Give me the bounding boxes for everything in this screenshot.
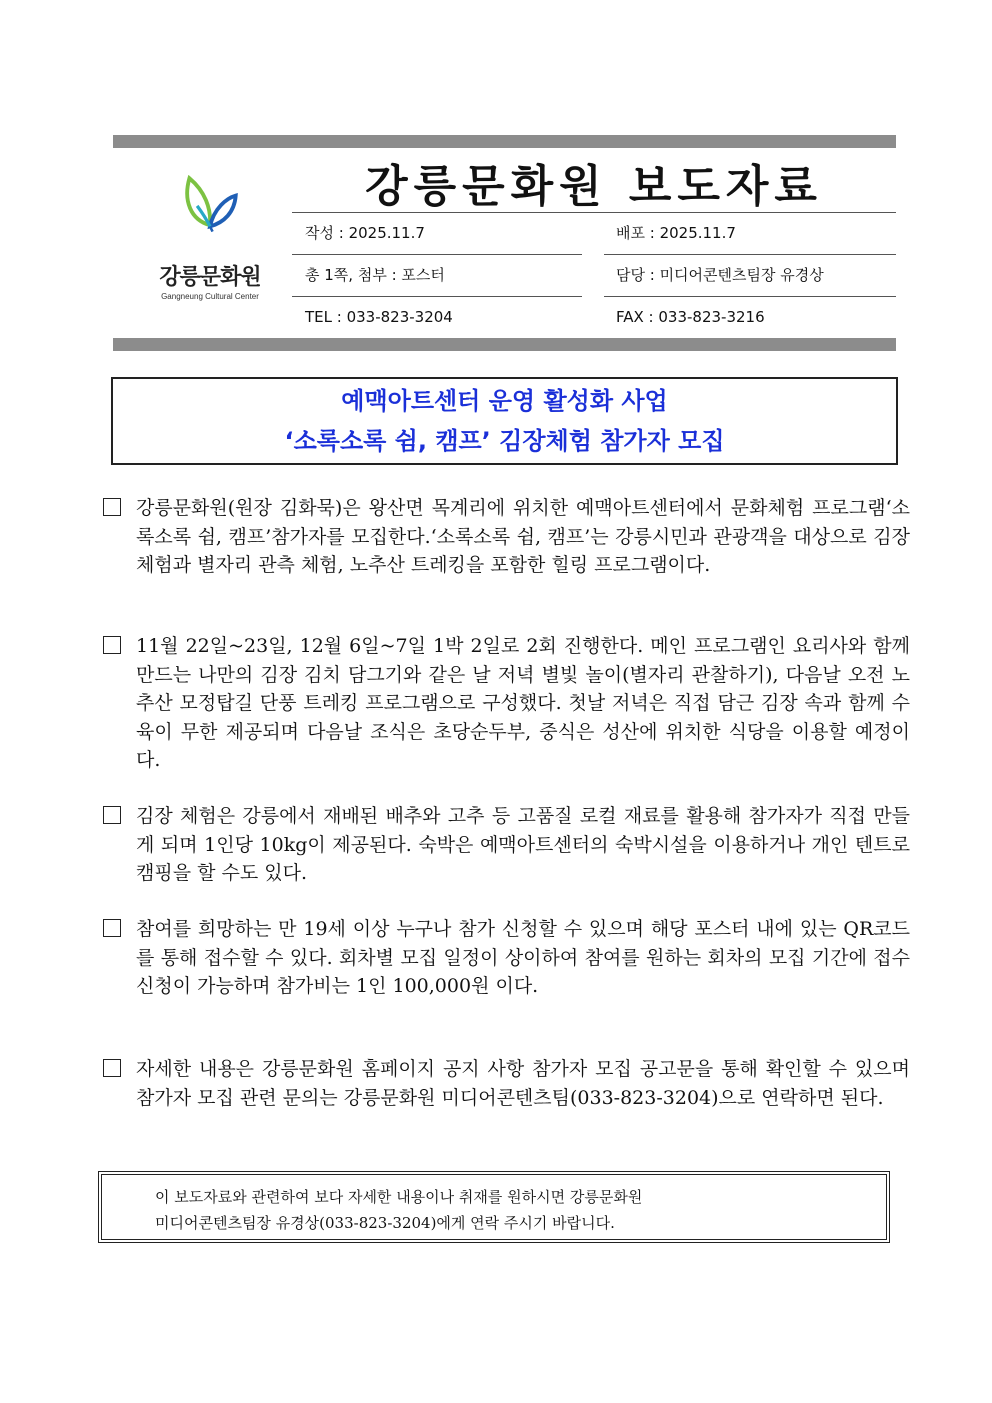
contact-notice-line-2: 미디어콘텐츠팀장 유경상(033-823-3204)에게 연락 주시기 바랍니다. xyxy=(155,1214,615,1232)
distributed-date: 배포 : 2025.11.7 xyxy=(616,224,736,242)
page-title: 강릉문화원 보도자료 xyxy=(365,161,823,212)
headline-box xyxy=(111,377,898,465)
contact-person: 담당 : 미디어콘텐츠팀장 유경상 xyxy=(616,266,824,284)
checkbox-bullet-icon xyxy=(103,919,121,937)
header-bottom-bar xyxy=(113,338,896,351)
info-divider-left-2 xyxy=(292,296,582,297)
tel-number: TEL : 033-823-3204 xyxy=(305,308,453,326)
written-date: 작성 : 2025.11.7 xyxy=(305,224,425,242)
checkbox-bullet-icon xyxy=(103,498,121,516)
checkbox-bullet-icon xyxy=(103,636,121,654)
paragraph-3 xyxy=(100,802,910,888)
paragraph-text: 11월 22일~23일, 12월 6일~7일 1박 2일로 2회 진행한다. 메인 프로그램인 요리사와 함께 만드는 나만의 김장 김치 담그기와 같은 날 저녁 별빛 놀이(별자리 관찰하기), 다음날 오전 노추산 모정탑길 단풍 트레킹 프로그램으로 구성했다. 첫날 저녁은 직접 담근 김장 속과 함께 수육이 무한 제공되며 다음날 조식은 초당순두부, 중식은 성산에 위치한 식당을 이용할 예정이다. xyxy=(136,635,910,771)
headline-line-1: 예맥아트센터 운영 활성화 사업 xyxy=(341,387,668,415)
contact-notice-box xyxy=(98,1171,890,1243)
logo-name: 강릉문화원 xyxy=(159,265,261,290)
page-count: 총 1쪽, 첨부 : 포스터 xyxy=(305,266,445,284)
paragraph-2 xyxy=(100,632,910,775)
info-divider-right-1 xyxy=(604,254,896,255)
fax-number: FAX : 033-823-3216 xyxy=(616,308,765,326)
paragraph-text: 참여를 희망하는 만 19세 이상 누구나 참가 신청할 수 있으며 해당 포스터 내에 있는 QR코드를 통해 접수할 수 있다. 회차별 모집 일정이 상이하여 참여를 원하는 회차의 모집 기간에 접수신청이 가능하며 참가비는 1인 100,000원 이다. xyxy=(136,918,910,997)
paragraph-5 xyxy=(100,1055,910,1112)
paragraph-text: 자세한 내용은 강릉문화원 홈페이지 공지 사항 참가자 모집 공고문을 통해 확인할 수 있으며 참가자 모집 관련 문의는 강릉문화원 미디어콘텐츠팀(033-823-3204)으로 연락하면 된다. xyxy=(136,1058,910,1109)
paragraph-text: 김장 체험은 강릉에서 재배된 배추와 고추 등 고품질 로컬 재료를 활용해 참가자가 직접 만들게 되며 1인당 10kg이 제공된다. 숙박은 예맥아트센터의 숙박시설을 이용하거나 개인 텐트로 캠핑을 할 수도 있다. xyxy=(136,805,910,884)
info-divider-left-1 xyxy=(292,254,582,255)
info-divider-top xyxy=(292,212,896,213)
contact-notice-line-1: 이 보도자료와 관련하여 보다 자세한 내용이나 취재를 원하시면 강릉문화원 xyxy=(155,1188,643,1206)
checkbox-bullet-icon xyxy=(103,806,121,824)
headline-line-2: ‘소록소록 쉼, 캠프’ 김장체험 참가자 모집 xyxy=(284,427,725,455)
paragraph-text: 강릉문화원(원장 김화묵)은 왕산면 목계리에 위치한 예맥아트센터에서 문화체험 프로그램‘소록소록 쉼, 캠프’참가자를 모집한다.‘소록소록 쉼, 캠프’는 강릉시민과 관광객을 대상으로 김장 체험과 별자리 관측 체험, 노추산 트레킹을 포함한 힐링 프로그램이다. xyxy=(136,497,910,576)
paragraph-4 xyxy=(100,915,910,1001)
gangneung-cultural-center-logo-icon xyxy=(140,175,280,265)
checkbox-bullet-icon xyxy=(103,1059,121,1077)
logo-subtitle: Gangneung Cultural Center xyxy=(161,292,259,301)
info-divider-right-2 xyxy=(604,296,896,297)
header-top-bar xyxy=(113,135,896,148)
paragraph-1 xyxy=(100,494,910,580)
